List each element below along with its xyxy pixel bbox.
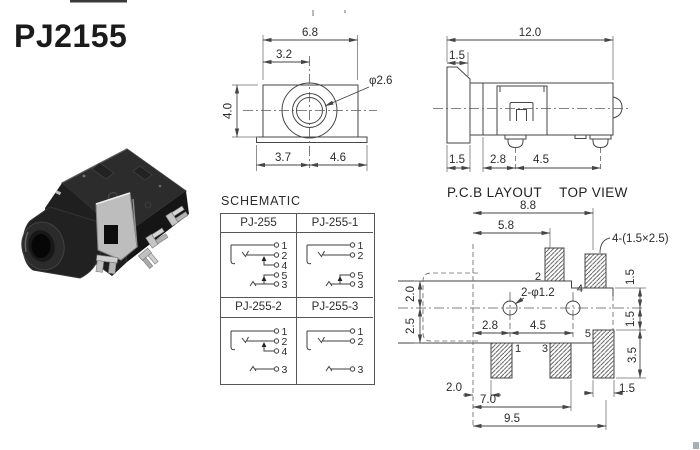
pin-label: 3 (357, 279, 364, 291)
photo-bracket-window (104, 225, 118, 244)
photo-side-pin-3 (138, 248, 158, 269)
dim-front-height: 4.0 (222, 103, 235, 119)
pin-label: 2 (281, 336, 288, 348)
schematic-cell-pj255-1 (297, 233, 373, 298)
pcb-hole-note: 2-φ1.2 (521, 287, 555, 299)
dim-pcb-pad3-span: 7.0 (480, 394, 496, 406)
schematic-section-title: SCHEMATIC (221, 194, 301, 208)
side-view-outline (433, 67, 628, 148)
pad-5-label: 5 (584, 328, 591, 340)
dim-front-bottom-right: 4.6 (330, 152, 346, 164)
dim-pcb-right-upper: 1.5 (625, 269, 637, 285)
pin-label: 1 (281, 240, 288, 252)
variant-header-pj255-1: PJ-255-1 (297, 214, 373, 233)
dim-pcb-right-pad-height: 3.5 (627, 347, 639, 363)
variant-header-pj255-2: PJ-255-2 (221, 298, 297, 318)
pcb-section-titles (447, 185, 628, 200)
pin-label: 3 (281, 279, 288, 291)
pin-label: 4 (281, 346, 288, 358)
variant-header-pj255-3: PJ-255-3 (297, 298, 373, 318)
dim-pcb-bottom-row: 2.5 (405, 318, 417, 334)
pin-label: 2 (357, 336, 364, 348)
schematic-cell-pj255-3 (297, 318, 373, 384)
dim-pcb-hole-offset: 2.8 (482, 320, 498, 332)
pin-label: 3 (281, 364, 288, 376)
pad-5 (593, 330, 614, 378)
top-view-title: TOP VIEW (559, 185, 628, 200)
dim-front-overall-width: 6.8 (302, 27, 318, 39)
pad-1 (491, 343, 512, 378)
dim-pcb-right-mid: 1.5 (625, 311, 637, 327)
pcb-layout-drawing (398, 200, 669, 430)
dim-pcb-overall-width: 8.8 (520, 200, 536, 212)
pad-4-label: 4 (576, 283, 583, 295)
product-photo (17, 149, 189, 278)
dim-pcb-pad2-offset: 5.8 (498, 220, 514, 232)
pin-label: 1 (281, 326, 288, 338)
pad-3 (550, 343, 571, 378)
dim-side-pin-pitch: 4.5 (533, 154, 549, 166)
pin-label: 1 (357, 240, 364, 252)
pad-2-label: 2 (534, 271, 541, 283)
pcb-dimensions (405, 200, 669, 430)
pad-4 (585, 254, 606, 288)
pin-label: 5 (281, 270, 288, 282)
dim-pcb-hole-pitch: 4.5 (530, 320, 546, 332)
front-view-dimensions (223, 27, 393, 171)
schematic-table (220, 213, 375, 385)
dim-pcb-pad1-offset: 2.0 (446, 382, 462, 394)
side-view-dimensions (447, 27, 613, 172)
variant-header-pj255: PJ-255 (221, 214, 297, 233)
dim-side-pin1-offset: 2.8 (490, 154, 506, 166)
pin-label: 2 (281, 250, 288, 262)
page-title: PJ2155 (14, 18, 128, 54)
photo-barrel-hole (32, 234, 51, 258)
dim-side-flange-lower: 1.5 (449, 154, 465, 166)
pin-label: 3 (357, 364, 364, 376)
dim-front-hole-offset: 3.2 (276, 49, 292, 61)
dim-pcb-top-row: 2.0 (405, 286, 417, 302)
dim-side-flange: 1.5 (449, 50, 465, 62)
pad-3-label: 3 (541, 343, 548, 355)
schematic-cell-pj255-2 (221, 318, 297, 384)
dim-front-hole-diameter: φ2.6 (369, 75, 393, 87)
dim-pcb-pad5-span: 9.5 (504, 413, 520, 425)
dim-front-bottom-left: 3.7 (275, 152, 291, 164)
dim-pcb-pad5-width: 1.5 (619, 383, 635, 395)
pin-label: 1 (357, 326, 364, 338)
pin-label: 2 (357, 250, 364, 262)
side-view-drawing (433, 27, 628, 172)
schematic-cell-pj255 (221, 233, 297, 298)
pad-2 (545, 248, 564, 281)
dim-side-length: 12.0 (518, 27, 542, 39)
pcb-pad-size-note: 4-(1.5×2.5) (612, 233, 669, 245)
pcb-layout-title: P.C.B LAYOUT (447, 185, 543, 200)
pin-label: 4 (281, 260, 288, 272)
pcb-pads (491, 248, 614, 378)
pin-label: 5 (357, 270, 364, 282)
front-view-drawing (223, 27, 393, 171)
pad-1-label: 1 (515, 343, 522, 355)
